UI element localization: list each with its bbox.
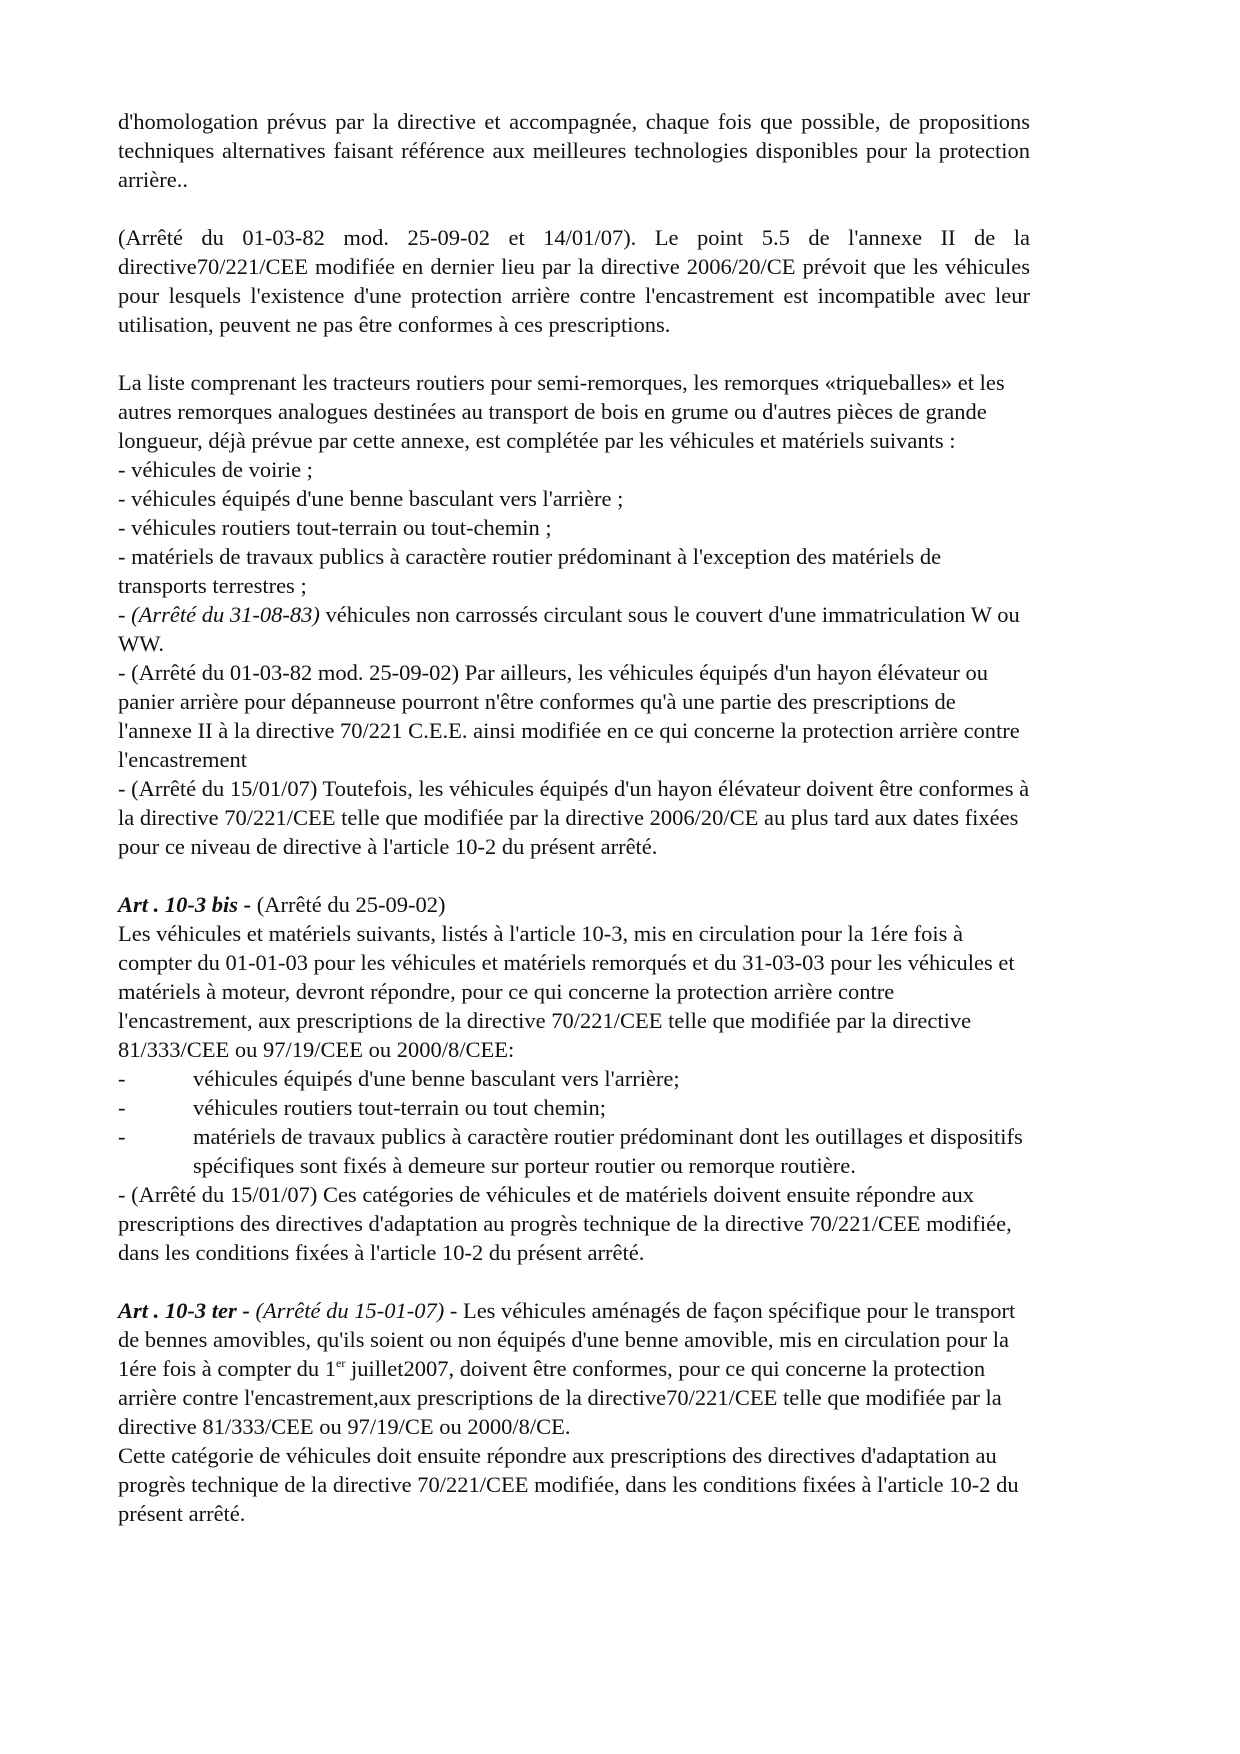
article-footer: - (Arrêté du 15/01/07) Ces catégories de véhicules et de matériels doivent ensuite répondre aux prescriptions des directives d'adaptation au progrès technique de la directive 70/221/CEE modifiée, dans les conditions fixées à l'article 10-2 du présent arrêté. [118,1182,1012,1265]
list-item-text: véhicules routiers tout-terrain ou tout chemin; [193,1095,607,1120]
article-body: Les véhicules et matériels suivants, listés à l'article 10-3, mis en circulation pour la 1ére fois à compter du 01-01-03 pour les véhicules et matériels remorqués et du 31-03-03 pour les véhicules et matériels à moteur, devront répondre, pour ce qui concerne la protection arrière contre l'encastrement, aux prescriptions de la directive 70/221/CEE telle que modifiée par la directive 81/333/CEE ou 97/19/CEE ou 2000/8/CEE: [118,921,1015,1062]
list-item: - matériels de travaux publics à caractère routier prédominant à l'exception des matériels de transports terrestres ; [118,544,942,598]
list-dash: - [118,1124,126,1149]
spacer [118,339,1030,368]
list-item-text: véhicules non carrossés circulant sous le couvert d'une immatriculation W ou WW. [118,602,1020,656]
list-item: - (Arrêté du 01-03-82 mod. 25-09-02) Par ailleurs, les véhicules équipés d'un hayon élévateur ou panier arrière pour dépanneuse pourront n'être conformes qu'à une partie des prescriptions de l'annexe II à la directive 70/221 C.E.E. ainsi modifiée en ce qui concerne la protection arrière contre l'encastrement [118,660,1020,772]
article-heading-bis [118,890,1030,919]
superscript: er [336,1356,346,1370]
list-item: - (Arrêté du 15/01/07) Toutefois, les véhicules équipés d'un hayon élévateur doivent être conformes à la directive 70/221/CEE telle que modifiée par la directive 2006/20/CE au plus tard aux dates fixées pour ce niveau de directive à l'article 10-2 du présent arrêté. [118,776,1030,859]
article-number: Art . 10-3 ter - [118,1298,250,1323]
list-item [118,1093,1030,1122]
article-ter [118,1296,1030,1441]
list-dash: - [118,1095,126,1120]
list-item [118,1122,1030,1180]
spacer [118,1267,1030,1296]
decree-reference: (Arrêté du 25-09-02) [251,892,446,917]
list-item-text: matériels de travaux publics à caractère routier prédominant dont les outillages et dispositifs spécifiques sont fixés à demeure sur porteur routier ou remorque routière. [193,1124,1023,1178]
spacer [118,194,1030,223]
article-body: Cette catégorie de véhicules doit ensuite répondre aux prescriptions des directives d'adaptation au progrès technique de la directive 70/221/CEE modifiée, dans les conditions fixées à l'article 10-2 du présent arrêté. [118,1443,1019,1526]
spacer [118,861,1030,890]
article-body: - Les véhicules aménagés de façon spécifique pour le transport de bennes amovibles, qu'ils soient ou non équipés d'une benne amovible, mis en circulation pour la 1ére fois à compter du 1 [118,1298,1016,1381]
paragraph-point-5-5: (Arrêté du 01-03-82 mod. 25-09-02 et 14/01/07). Le point 5.5 de l'annexe II de la directive70/221/CEE modifiée en dernier lieu par la directive 2006/20/CE prévoit que les véhicules pour lesquels l'existence d'une protection arrière contre l'encastrement est incompatible avec leur utilisation, peuvent ne pas être conformes à ces prescriptions. [118,225,1030,337]
paragraph-homologation: d'homologation prévus par la directive et accompagnée, chaque fois que possible, de propositions techniques alternatives faisant référence aux meilleures technologies disponibles pour la protection arrière.. [118,109,1030,192]
list-item [118,600,1030,658]
article-body: juillet2007, doivent être conformes, pour ce qui concerne la protection arrière contre l'encastrement,aux prescriptions de la directive70/221/CEE telle que modifiée par la directive 81/333/CEE ou 97/19/CE ou 2000/8/CE. [118,1356,1002,1439]
decree-reference: (Arrêté du 31-08-83) [131,602,320,627]
list-item [118,1064,1030,1093]
decree-reference: (Arrêté du 15-01-07) [249,1298,445,1323]
article-number: Art . 10-3 bis - [118,892,252,917]
list-item: - véhicules de voirie ; [118,457,313,482]
list-item: - véhicules routiers tout-terrain ou tout-chemin ; [118,515,552,540]
document-page [118,107,1030,1528]
list-dash: - [118,602,132,627]
list-dash: - [118,1066,126,1091]
list-item-text: véhicules équipés d'une benne basculant vers l'arrière; [193,1066,680,1091]
list-item: - véhicules équipés d'une benne basculant vers l'arrière ; [118,486,624,511]
paragraph-list-intro: La liste comprenant les tracteurs routiers pour semi-remorques, les remorques «triqueballes» et les autres remorques analogues destinées au transport de bois en grume ou d'autres pièces de grande longueur, déjà prévue par cette annexe, est complétée par les véhicules et matériels suivants : [118,370,1005,453]
